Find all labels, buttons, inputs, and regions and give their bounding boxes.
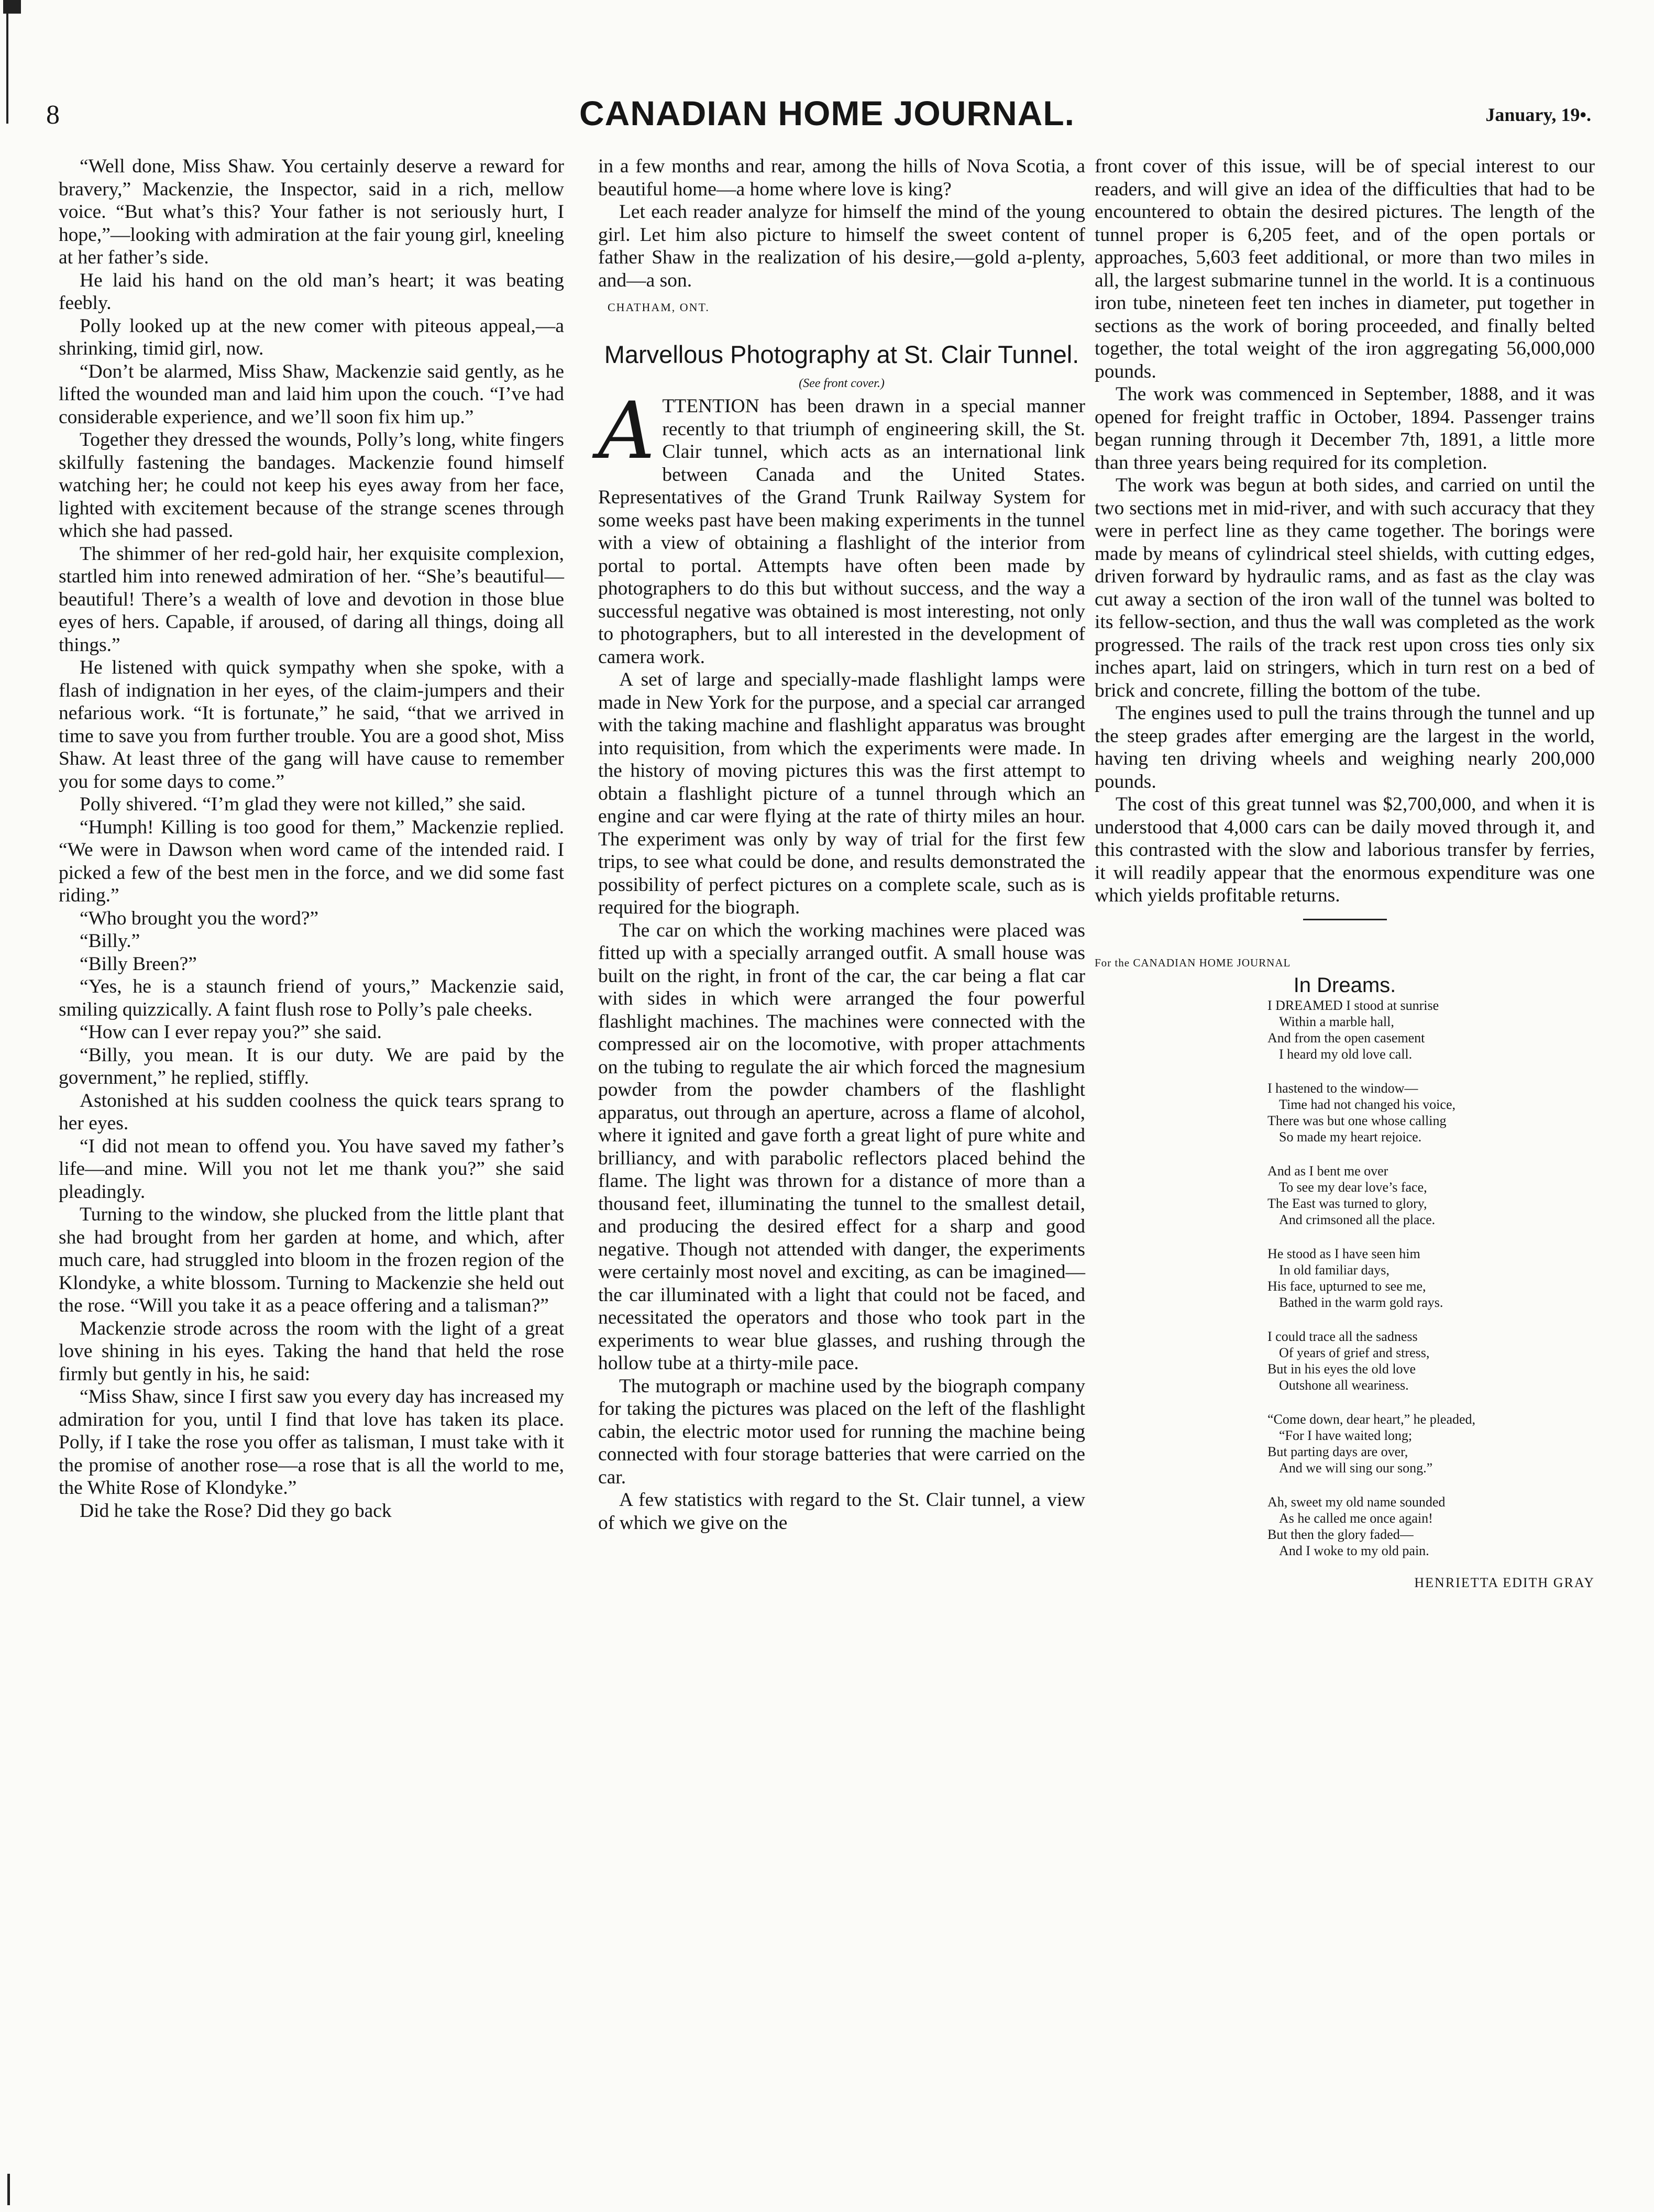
poem-line: I hastened to the window— xyxy=(1267,1080,1418,1096)
story-paragraph: Astonished at his sudden coolness the quick tears sprang to her eyes. xyxy=(59,1090,564,1134)
story-paragraph: He listened with quick sympathy when she spoke, with a flash of indignation in her eyes, of the claim-jumpers and their nefarious work. “It is fortunate,” he said, “that we arrived in time to save you from further trouble. You are a good shot, Miss Shaw. At least three of the gang will have cause to remember you for some days to come.” xyxy=(59,657,564,793)
poem-line: Time had not changed his voice, xyxy=(1279,1096,1455,1112)
story-paragraph: Together they dressed the wounds, Polly’s long, white fingers skilfully fastening the bandages. Mackenzie found himself watching her; he could not keep his eyes away from her face, lighted with excitement because of the strange scenes through which she had passed. xyxy=(59,429,564,542)
article-paragraph: The work was begun at both sides, and carried on until the two sections met in mid-river, and with such accuracy that they were in perfect line as they came together. The borings were made by means of cylindrical steel shields, with cutting edges, driven forward by hydraulic rams, and as fast as the clay was cut away a section of the iron wall of the tunnel was bolted to its fellow-section, and thus the wall was completed as the work progressed. The rails of the track rest upon cross ties only six inches apart, laid on stringers, which in turn rest on a bed of brick and concrete, filling the bottom of the tube. xyxy=(1095,475,1595,701)
poem-line: He stood as I have seen him xyxy=(1267,1246,1420,1261)
scan-mark xyxy=(6,14,8,124)
story-paragraph: “Well done, Miss Shaw. You certainly deserve a reward for bravery,” Mackenzie, the Inspector, said in a rich, mellow voice. “But what’s this? Your father is not seriously hurt, I hope,”—looking with admiration at the fair young girl, kneeling at her father’s side. xyxy=(59,156,564,268)
story-paragraph: The shimmer of her red-gold hair, her exquisite complexion, startled him into renewed admiration of her. “She’s beautiful—beautiful! There’s a wealth of love and devotion in those blue eyes of hers. Capable, if aroused, of daring all things, doing all things.” xyxy=(59,543,564,656)
story-paragraph: Polly looked up at the new comer with piteous appeal,—a shrinking, timid girl, now. xyxy=(59,315,564,359)
story-place: CHATHAM, ONT. xyxy=(608,301,710,314)
story-paragraph: “Don’t be alarmed, Miss Shaw, Mackenzie said gently, as he lifted the wounded man and laid him upon the couch. “I’ve had considerable experience, and we’ll soon fix him up.” xyxy=(59,360,564,428)
poem-line: But in his eyes the old love xyxy=(1267,1361,1416,1377)
story-paragraph: “Billy Breen?” xyxy=(80,953,197,975)
article-paragraph: A set of large and specially-made flashlight lamps were made in New York for the purpose, and a special car arranged with the taking machine and flashlight apparatus was brought into requisition, from which the experiments were made. In the history of moving pictures this was the first attempt to obtain a flashlight picture of a tunnel through which an engine and car were flying at the rate of thirty miles an hour. The experiment was only by way of trial for the first few trips, to see what could be done, and results demonstrated the possibility of perfect pictures on a complete scale, such as is required for the biograph. xyxy=(598,669,1085,918)
poem-line: There was but one whose calling xyxy=(1267,1113,1447,1128)
poem-line: And as I bent me over xyxy=(1267,1163,1388,1179)
column-3 xyxy=(1095,155,1595,1594)
article-note: (See front cover.) xyxy=(799,376,885,390)
article-title: Marvellous Photography at St. Clair Tunnel. xyxy=(604,340,1079,368)
poem-stanza xyxy=(1267,1411,1595,1476)
story-paragraph: “Billy.” xyxy=(80,930,140,952)
story-paragraph: Did he take the Rose? Did they go back xyxy=(80,1500,392,1522)
story-paragraph: Polly shivered. “I’m glad they were not killed,” she said. xyxy=(80,794,526,815)
poem-author: HENRIETTA EDITH GRAY xyxy=(1414,1575,1595,1590)
story-continuation: Let each reader analyze for himself the mind of the young girl. Let him also picture to himself the sweet content of father Shaw in the realization of his desire,—gold a-plenty, and—a son. xyxy=(598,201,1085,291)
poem-line: Outshone all weariness. xyxy=(1279,1377,1409,1393)
poem-line: The East was turned to glory, xyxy=(1267,1195,1427,1211)
poem-line: “For I have waited long; xyxy=(1279,1427,1413,1443)
poem-line: Within a marble hall, xyxy=(1279,1014,1394,1029)
article-paragraph: The car on which the working machines were placed was fitted up with a specially arranged outfit. A small house was built on the right, in front of the car, the car being a flat car with sides in which were arranged the four powerful flashlight machines. The machines were connected with the compressed air on the locomotive, with proper attachments on the tubing to regulate the air which forced the magnesium powder from the powder chambers of the flashlight apparatus, out through an aperture, across a flame of alcohol, where it ignited and gave forth a great light of pure white and brilliancy, and with parabolic reflectors placed behind the flame. The light was thrown for a distance of more than a thousand feet, illuminating the tunnel to the smallest detail, and producing the desired effect for a sharp and good negative. Though not attended with danger, the experiments were certainly most novel and exciting, as can be imagined—the car illuminated with a light that could not be faced, and necessitated the operators and those who took part in the experiments to wear blue glasses, and rushing through the hollow tube at a thirty-mile pace. xyxy=(598,919,1085,1374)
scan-mark xyxy=(3,0,21,14)
poem-line: To see my dear love’s face, xyxy=(1279,1179,1427,1195)
story-body xyxy=(59,155,564,1522)
story-continuation: in a few months and rear, among the hills of Nova Scotia, a beautiful home—a home where love is king? xyxy=(598,156,1085,200)
article-paragraph: The cost of this great tunnel was $2,700,000, and when it is understood that 4,000 cars can be daily moved through it, and this contrasted with the slow and laborious transfer by ferries, it will readily appear that the enormous expenditure was one which yields profitable returns. xyxy=(1095,794,1595,906)
poem-stanza xyxy=(1267,1246,1595,1311)
poem-for-line: For the CANADIAN HOME JOURNAL xyxy=(1095,956,1291,969)
column-2 xyxy=(598,155,1085,1534)
article-paragraph: The mutograph or machine used by the biograph company for taking the pictures was placed on the left of the flashlight cabin, the electric motor used for running the machine being connected with four storage batteries that were carried on the car. xyxy=(598,1375,1085,1488)
article-paragraph: The work was commenced in September, 1888, and it was opened for freight traffic in October, 1894. Passenger trains began running through it December 7th, 1891, a little more than three years being required for its completion. xyxy=(1095,383,1595,474)
poem-stanza xyxy=(1267,997,1595,1062)
story-paragraph: Mackenzie strode across the room with the light of a great love shining in his eyes. Taking the hand that held the rose firmly but gently in his, he said: xyxy=(59,1317,564,1385)
poem-line: I heard my old love call. xyxy=(1279,1046,1413,1062)
drop-cap: A xyxy=(598,386,655,477)
issue-date: January, 19•. xyxy=(1485,104,1591,125)
poem-line: His face, upturned to see me, xyxy=(1267,1278,1426,1294)
poem-line: “Come down, dear heart,” he pleaded, xyxy=(1267,1411,1476,1427)
article-continuation: front cover of this issue, will be of special interest to our readers, and will give an idea of the difficulties that had to be encountered to obtain the desired pictures. The length of the tunnel proper is 6,205 feet, and of the open portals or approaches, 5,603 feet additional, or more than two miles in all, the largest submarine tunnel in the world. It is a continuous iron tube, nineteen feet ten inches in diameter, put together in sections as the work of boring proceeded, and finally belted together, the total weight of the iron aggregating 56,000,000 pounds. xyxy=(1095,156,1595,382)
poem-line: But parting days are over, xyxy=(1267,1444,1408,1459)
story-paragraph: “Billy, you mean. It is our duty. We are paid by the government,” he replied, stiffly. xyxy=(59,1044,564,1088)
page-number: 8 xyxy=(46,100,60,130)
story-paragraph: “How can I ever repay you?” she said. xyxy=(80,1021,382,1043)
journal-title: CANADIAN HOME JOURNAL. xyxy=(579,94,1075,133)
divider xyxy=(1303,919,1387,920)
scan-mark xyxy=(7,2174,10,2205)
poem-line: I DREAMED I stood at sunrise xyxy=(1267,997,1439,1013)
article-first-paragraph xyxy=(598,386,1085,668)
poem-line: In old familiar days, xyxy=(1279,1262,1390,1278)
poem-line: And from the open casement xyxy=(1267,1030,1425,1046)
story-paragraph: “Yes, he is a staunch friend of yours,” Mackenzie said, smiling quizzically. A faint flush rose to Polly’s pale cheeks. xyxy=(59,976,564,1020)
poem-line: As he called me once again! xyxy=(1279,1510,1433,1526)
poem-stanza xyxy=(1267,1494,1595,1559)
poem-line: And I woke to my old pain. xyxy=(1279,1543,1429,1558)
poem-stanza xyxy=(1267,1328,1595,1393)
story-paragraph: He laid his hand on the old man’s heart; it was beating feebly. xyxy=(59,269,564,314)
column-1 xyxy=(59,155,564,1522)
poem-line: And we will sing our song.” xyxy=(1279,1460,1433,1476)
poem-line: I could trace all the sadness xyxy=(1267,1328,1418,1344)
poem-line: But then the glory faded— xyxy=(1267,1526,1414,1542)
poem-stanza xyxy=(1267,1080,1595,1145)
article-first-paragraph-text: TTENTION has been drawn in a special manner recently to that triumph of engineering skill, the St. Clair tunnel, which acts as an international link between Canada and the United States. Representatives of the Grand Trunk Railway System for some weeks past have been making experiments in the tunnel with a view of obtaining a flashlight of the interior from portal to portal. Attempts have often been made by photographers to do this but without success, and the way a successful negative was obtained is most interesting, not only to photographers, but to all interested in the development of camera work. xyxy=(598,395,1085,668)
story-paragraph: “Humph! Killing is too good for them,” Mackenzie replied. “We were in Dawson when word came of the intended raid. I picked a few of the best men in the force, and we did some fast riding.” xyxy=(59,816,564,906)
poem-line: Ah, sweet my old name sounded xyxy=(1267,1494,1446,1510)
story-paragraph: “Miss Shaw, since I first saw you every day has increased my admiration for you, until I find that love has taken its place. Polly, if I take the rose you offer as talisman, I must take with it the promise of another rose—a rose that is all the world to me, the White Rose of Klondyke.” xyxy=(59,1386,564,1499)
poem-line: Bathed in the warm gold rays. xyxy=(1279,1294,1443,1310)
story-paragraph: “I did not mean to offend you. You have saved my father’s life—and mine. Will you not let me thank you?” she said pleadingly. xyxy=(59,1135,564,1203)
article-paragraph: The engines used to pull the trains through the tunnel and up the steep grades after emerging are the largest in the world, having ten driving wheels and weighing nearly 200,000 pounds. xyxy=(1095,702,1595,793)
story-paragraph: “Who brought you the word?” xyxy=(80,907,319,929)
poem-line: So made my heart rejoice. xyxy=(1279,1129,1422,1144)
poem-line: And crimsoned all the place. xyxy=(1279,1212,1436,1227)
story-paragraph: Turning to the window, she plucked from the little plant that she had brought from her garden at home, and which, after much care, had struggled into bloom in the frozen region of the Klondyke, a white blossom. Turning to Mackenzie she held out the rose. “Will you take it as a peace offering and a talisman?” xyxy=(59,1204,564,1316)
poem-stanza xyxy=(1267,1163,1595,1228)
poem-title: In Dreams. xyxy=(1293,974,1396,997)
poem-line: Of years of grief and stress, xyxy=(1279,1345,1430,1360)
article-paragraph: A few statistics with regard to the St. Clair tunnel, a view of which we give on the xyxy=(598,1489,1085,1534)
